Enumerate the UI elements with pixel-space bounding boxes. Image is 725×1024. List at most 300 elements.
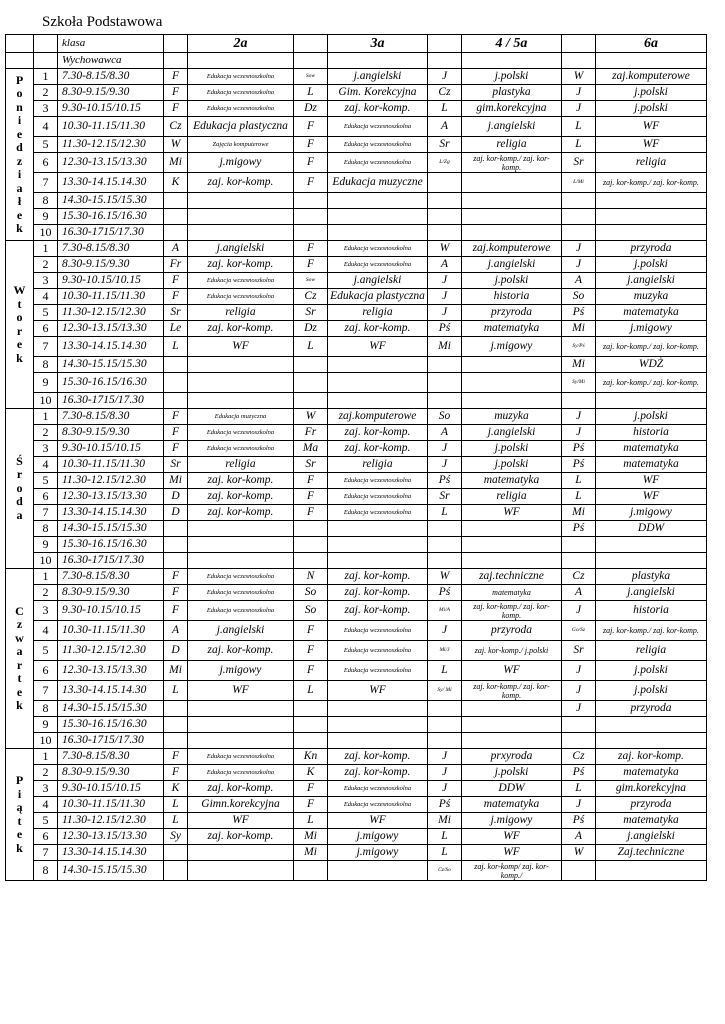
subject — [328, 409, 428, 425]
subject-text: j.polski — [494, 274, 529, 286]
teacher-code-text: L — [575, 474, 582, 486]
teacher-code — [562, 489, 596, 505]
subject-text: j.angielski — [627, 830, 675, 842]
teacher-code — [164, 337, 188, 357]
subject — [328, 601, 428, 621]
teacher-code-text: Mi — [438, 814, 451, 826]
teacher-code — [562, 305, 596, 321]
subject-text: Edukacja plastyczna — [330, 290, 425, 302]
teacher-code-text: L — [172, 340, 179, 352]
lesson-number: 3 — [34, 101, 58, 117]
lesson-time: 13.30-14.15.14.30 — [58, 845, 164, 861]
subject-text: Edukacja wczesnoszkolna — [206, 588, 275, 596]
teacher-code — [562, 717, 596, 733]
subject — [462, 193, 562, 209]
teacher-code — [562, 829, 596, 845]
subject-text: zaj. kor-komp./ zaj. kor-komp. — [603, 378, 699, 387]
subject-text: zaj. kor-komp. — [344, 750, 411, 762]
teacher-code — [294, 601, 328, 621]
subject-text: WF — [503, 664, 520, 676]
teacher-code — [428, 305, 462, 321]
teacher-code — [294, 829, 328, 845]
wychowawca-cell — [164, 53, 188, 69]
teacher-code — [428, 717, 462, 733]
lesson-row — [6, 621, 707, 641]
teacher-code-text: Go/Sz — [571, 627, 586, 633]
lesson-number: 9 — [34, 373, 58, 393]
subject-text: Edukacja wczesnoszkolna — [343, 784, 412, 792]
teacher-code — [428, 621, 462, 641]
subject — [596, 225, 707, 241]
subject — [328, 69, 428, 85]
subject — [596, 289, 707, 305]
teacher-code-text: A — [440, 258, 449, 270]
subject — [596, 357, 707, 373]
lesson-row — [6, 209, 707, 225]
teacher-code — [164, 701, 188, 717]
subject-text: plastyka — [631, 570, 671, 582]
teacher-code — [428, 457, 462, 473]
subject-text: Edukacja wczesnoszkolna — [206, 444, 275, 452]
lesson-number: 4 — [34, 621, 58, 641]
teacher-code-text: J — [575, 102, 582, 114]
lesson-time: 15.30-16.15/16.30 — [58, 717, 164, 733]
class-header-3: 6a — [596, 35, 707, 53]
lesson-row — [6, 473, 707, 489]
teacher-code-text: Cz — [572, 750, 585, 762]
teacher-code — [428, 425, 462, 441]
teacher-code-text: F — [171, 410, 180, 422]
class-header-1: 3a — [328, 35, 428, 53]
teacher-code — [562, 85, 596, 101]
teacher-code — [562, 241, 596, 257]
lesson-number: 7 — [34, 505, 58, 521]
teacher-code-text: L — [441, 664, 448, 676]
subject — [188, 749, 294, 765]
subject — [596, 585, 707, 601]
lesson-time: 10.30-11.15/11.30 — [58, 117, 164, 137]
lesson-time: 16.30-1715/17.30 — [58, 553, 164, 569]
teacher-code-text: Sow — [305, 73, 316, 79]
teacher-code — [428, 569, 462, 585]
subject — [328, 537, 428, 553]
subject — [462, 569, 562, 585]
wychowawca-label: Wychowawca — [58, 53, 164, 69]
lesson-time: 8.30-9.15/9.30 — [58, 585, 164, 601]
corner-cell — [6, 53, 34, 69]
teacher-code — [428, 357, 462, 373]
teacher-code-text: J — [575, 798, 582, 810]
subject — [596, 681, 707, 701]
subject-text: Gimn.korekcyjna — [201, 798, 280, 810]
lesson-row — [6, 505, 707, 521]
teacher-code-text: W — [573, 846, 584, 858]
subject — [188, 521, 294, 537]
subject-text: gim.korekcyjna — [615, 782, 687, 794]
subject — [596, 393, 707, 409]
lesson-row — [6, 337, 707, 357]
lesson-row — [6, 101, 707, 117]
teacher-code — [428, 289, 462, 305]
subject-text: Zaj.techniczne — [617, 846, 685, 858]
subject — [462, 813, 562, 829]
subject — [462, 521, 562, 537]
teacher-code-text: Pś — [438, 474, 451, 486]
subject-text: WDŻ — [638, 358, 664, 370]
teacher-code — [294, 569, 328, 585]
subject — [328, 117, 428, 137]
teacher-code — [164, 473, 188, 489]
teacher-code — [294, 457, 328, 473]
wychowawca-cell — [294, 53, 328, 69]
subject — [188, 553, 294, 569]
teacher-code-text: Mi — [169, 156, 182, 168]
teacher-code-text: F — [306, 120, 315, 132]
teacher-code-text: J — [575, 664, 582, 676]
teacher-code-text: A — [440, 120, 449, 132]
subject — [462, 749, 562, 765]
lesson-row — [6, 641, 707, 661]
lesson-number: 4 — [34, 289, 58, 305]
teacher-code — [294, 489, 328, 505]
teacher-code — [294, 225, 328, 241]
subject — [328, 781, 428, 797]
lesson-row — [6, 537, 707, 553]
subject — [328, 569, 428, 585]
subject — [188, 425, 294, 441]
lesson-time: 11.30-12.15/12.30 — [58, 641, 164, 661]
lesson-row — [6, 457, 707, 473]
subject-text: j.polski — [494, 458, 529, 470]
teacher-code — [294, 473, 328, 489]
teacher-code-text: A — [440, 426, 449, 438]
lesson-time: 14.30-15.15/15.30 — [58, 701, 164, 717]
teacher-code-text: W — [170, 138, 181, 150]
subject — [462, 661, 562, 681]
subject — [596, 797, 707, 813]
teacher-code-text: J — [441, 458, 448, 470]
lesson-number: 9 — [34, 209, 58, 225]
teacher-code-text: Mi — [438, 340, 451, 352]
teacher-code-text: F — [171, 442, 180, 454]
teacher-code-text: J — [575, 86, 582, 98]
subject — [188, 621, 294, 641]
subject — [328, 681, 428, 701]
lesson-time: 8.30-9.15/9.30 — [58, 85, 164, 101]
subject-text: j.migowy — [630, 506, 672, 518]
subject-text: WF — [642, 120, 660, 132]
teacher-header-cell — [562, 35, 596, 53]
subject — [596, 733, 707, 749]
subject — [596, 489, 707, 505]
teacher-code-text: W — [305, 410, 316, 422]
subject — [328, 733, 428, 749]
lesson-number: 6 — [34, 153, 58, 173]
teacher-code-text: Cz — [572, 570, 585, 582]
subject-text: Gim. Korekcyjna — [338, 86, 417, 98]
lesson-number: 6 — [34, 489, 58, 505]
subject-text: Edukacja wczesnoszkolna — [206, 606, 275, 614]
teacher-code — [562, 601, 596, 621]
subject — [188, 69, 294, 85]
subject — [328, 829, 428, 845]
lesson-time: 8.30-9.15/9.30 — [58, 425, 164, 441]
subject — [188, 373, 294, 393]
subject — [188, 173, 294, 193]
subject-text: j.migowy — [219, 664, 262, 676]
teacher-code — [164, 585, 188, 601]
teacher-code-text: F — [171, 290, 180, 302]
teacher-code — [164, 441, 188, 457]
teacher-code-text: A — [171, 242, 180, 254]
teacher-code — [562, 621, 596, 641]
subject-text: przyroda — [630, 798, 672, 810]
teacher-code — [562, 749, 596, 765]
teacher-code-text: J — [441, 274, 448, 286]
lesson-time: 9.30-10.15/10.15 — [58, 441, 164, 457]
teacher-code-text: Cz — [438, 86, 451, 98]
subject — [596, 521, 707, 537]
lesson-time: 14.30-15.15/15.30 — [58, 521, 164, 537]
subject — [328, 137, 428, 153]
class-header-0: 2a — [188, 35, 294, 53]
lesson-number: 3 — [34, 273, 58, 289]
subject — [462, 733, 562, 749]
subject-text: zaj. kor-komp. — [207, 644, 274, 656]
day-label — [6, 569, 34, 749]
teacher-code — [562, 337, 596, 357]
teacher-code — [164, 357, 188, 373]
subject — [188, 845, 294, 861]
teacher-code — [428, 241, 462, 257]
lesson-row — [6, 553, 707, 569]
subject-text: Edukacja wczesnoszkolna — [206, 292, 275, 300]
subject-text: zaj.komputerowe — [612, 70, 690, 82]
subject-text: DDW — [637, 522, 665, 534]
subject — [462, 765, 562, 781]
lesson-time: 13.30-14.15.14.30 — [58, 337, 164, 357]
subject — [328, 225, 428, 241]
teacher-code — [428, 489, 462, 505]
lesson-time: 12.30-13.15/13.30 — [58, 153, 164, 173]
lesson-number: 8 — [34, 701, 58, 717]
subject-text: zaj. kor-komp. — [344, 766, 411, 778]
teacher-code — [294, 521, 328, 537]
subject — [188, 225, 294, 241]
lesson-number: 6 — [34, 661, 58, 681]
subject-text: WF — [503, 506, 520, 518]
school-title: Szkoła Podstawowa — [42, 14, 163, 30]
teacher-code — [562, 273, 596, 289]
teacher-code — [294, 257, 328, 273]
subject — [596, 457, 707, 473]
lesson-number: 7 — [34, 173, 58, 193]
teacher-code-text: So — [438, 410, 451, 422]
teacher-code — [428, 521, 462, 537]
subject — [596, 373, 707, 393]
teacher-code-text: Sr — [439, 490, 450, 502]
lesson-time: 7.30-8.15/8.30 — [58, 569, 164, 585]
teacher-code-text: F — [306, 644, 315, 656]
lesson-number: 10 — [34, 225, 58, 241]
teacher-code-text: J — [441, 290, 448, 302]
subject — [596, 409, 707, 425]
teacher-code — [562, 137, 596, 153]
subject-text: j.polski — [494, 766, 529, 778]
subject — [328, 305, 428, 321]
lesson-row — [6, 765, 707, 781]
teacher-code-text: J — [575, 242, 582, 254]
teacher-code — [294, 425, 328, 441]
teacher-code — [562, 641, 596, 661]
subject — [596, 505, 707, 521]
lesson-row — [6, 569, 707, 585]
teacher-code — [562, 441, 596, 457]
lesson-time: 7.30-8.15/8.30 — [58, 241, 164, 257]
lesson-number: 10 — [34, 733, 58, 749]
teacher-code — [562, 861, 596, 881]
lesson-row — [6, 321, 707, 337]
subject — [188, 717, 294, 733]
teacher-code — [164, 257, 188, 273]
teacher-code — [562, 537, 596, 553]
subject — [462, 457, 562, 473]
teacher-code — [294, 193, 328, 209]
lesson-time: 10.30-11.15/11.30 — [58, 621, 164, 641]
teacher-code — [428, 553, 462, 569]
lesson-number: 4 — [34, 797, 58, 813]
subject — [462, 117, 562, 137]
subject — [462, 357, 562, 373]
teacher-code — [164, 781, 188, 797]
teacher-code — [428, 781, 462, 797]
teacher-code — [562, 845, 596, 861]
subject — [188, 153, 294, 173]
teacher-code-text: Sy/Mi — [572, 379, 585, 385]
subject-text: religia — [362, 458, 393, 470]
teacher-code-text: Sr — [573, 644, 584, 656]
teacher-code — [562, 409, 596, 425]
teacher-code — [562, 585, 596, 601]
teacher-code — [164, 749, 188, 765]
subject-text: j.polski — [634, 410, 668, 422]
lesson-number: 5 — [34, 137, 58, 153]
teacher-code-text: Mi/A — [439, 607, 450, 613]
subject-text: religia — [225, 306, 256, 318]
class-header-2: 4 / 5a — [462, 35, 562, 53]
teacher-code — [164, 305, 188, 321]
teacher-code — [562, 681, 596, 701]
lesson-time: 12.30-13.15/13.30 — [58, 321, 164, 337]
corner-cell — [34, 35, 58, 53]
subject — [328, 765, 428, 781]
subject-text: zaj. kor-komp. — [344, 102, 411, 114]
teacher-code — [428, 69, 462, 85]
subject — [328, 797, 428, 813]
subject-text: zaj. kor-komp. — [207, 176, 274, 188]
subject — [188, 765, 294, 781]
teacher-code — [294, 585, 328, 601]
subject — [328, 457, 428, 473]
teacher-code-text: F — [306, 242, 315, 254]
subject — [328, 337, 428, 357]
subject — [462, 101, 562, 117]
teacher-code — [294, 441, 328, 457]
teacher-code-text: D — [171, 490, 180, 502]
lesson-number: 8 — [34, 861, 58, 881]
subject-text: j.polski — [634, 684, 668, 696]
teacher-code — [428, 101, 462, 117]
teacher-code — [164, 101, 188, 117]
subject-text: Edukacja muzyczne — [332, 176, 423, 188]
subject-text: j.polski — [494, 70, 529, 82]
teacher-code — [294, 393, 328, 409]
subject — [328, 321, 428, 337]
subject-text: WF — [369, 340, 386, 352]
subject-text: j.angielski — [487, 120, 536, 132]
subject — [188, 813, 294, 829]
subject — [462, 861, 562, 881]
lesson-number: 5 — [34, 641, 58, 661]
teacher-code — [294, 845, 328, 861]
teacher-code — [164, 241, 188, 257]
teacher-code — [428, 585, 462, 601]
lesson-row — [6, 489, 707, 505]
teacher-code-text: F — [171, 102, 180, 114]
teacher-code-text: Sy/Pś — [572, 343, 585, 349]
subject-text: j.migowy — [630, 322, 672, 334]
subject — [328, 717, 428, 733]
teacher-code-text: F — [171, 274, 180, 286]
subject-text: j.angielski — [353, 274, 402, 286]
teacher-code — [562, 733, 596, 749]
subject-text: zaj. kor-komp./ j.polski — [474, 646, 549, 655]
teacher-code — [164, 393, 188, 409]
subject — [462, 797, 562, 813]
subject-text: j.angielski — [353, 70, 402, 82]
teacher-code-text: J — [441, 766, 448, 778]
subject — [328, 861, 428, 881]
lesson-row — [6, 829, 707, 845]
lesson-number: 1 — [34, 69, 58, 85]
teacher-code — [562, 797, 596, 813]
teacher-code-text: N — [306, 570, 315, 582]
teacher-code — [562, 153, 596, 173]
klasa-label: klasa — [58, 35, 164, 53]
subject — [188, 209, 294, 225]
teacher-code-text: J — [575, 426, 582, 438]
teacher-code — [294, 537, 328, 553]
teacher-code-text: Dz — [304, 322, 317, 334]
lesson-time: 11.30-12.15/12.30 — [58, 473, 164, 489]
teacher-code-text: F — [171, 70, 180, 82]
subject-text: przyroda — [490, 306, 533, 318]
subject-text: WF — [503, 830, 520, 842]
lesson-number: 1 — [34, 749, 58, 765]
teacher-code — [294, 153, 328, 173]
subject — [462, 393, 562, 409]
teacher-code-text: L — [307, 86, 314, 98]
teacher-code — [294, 101, 328, 117]
teacher-code-text: L — [575, 120, 582, 132]
teacher-code-text: F — [306, 506, 315, 518]
teacher-code — [294, 357, 328, 373]
day-name: W t o r e k — [13, 283, 26, 365]
teacher-code-text: L — [172, 684, 179, 696]
subject-text: WF — [642, 138, 660, 150]
subject — [188, 85, 294, 101]
teacher-code — [294, 173, 328, 193]
